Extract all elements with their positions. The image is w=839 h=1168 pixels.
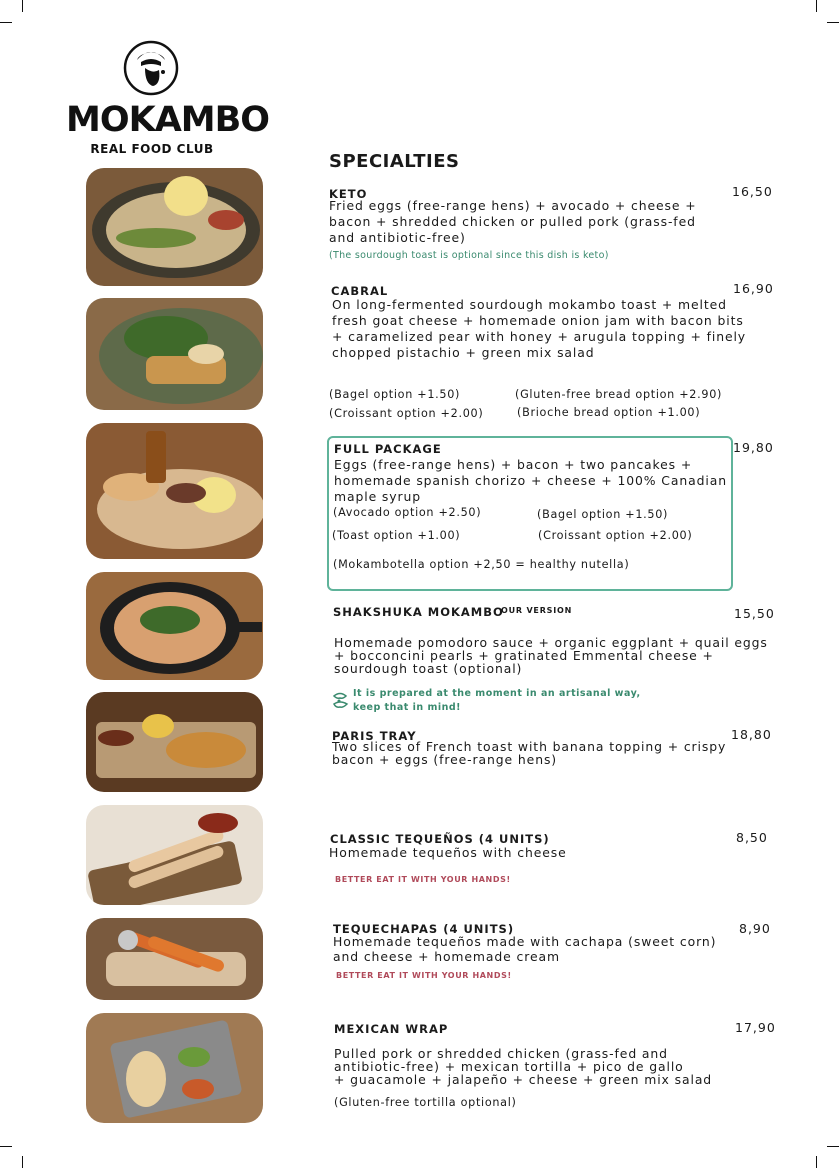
item-desc-line: antibiotic-free) + mexican tortilla + pico de gallo xyxy=(334,1059,684,1074)
item-desc-line: and antibiotic-free) xyxy=(329,230,466,245)
item-desc-line: Homemade tequeños with cheese xyxy=(329,845,567,860)
item-desc-line: Homemade pomodoro sauce + organic eggplant + quail eggs xyxy=(334,635,768,650)
item-option: (Bagel option +1.50) xyxy=(537,508,669,521)
mexican-wrap-photo xyxy=(86,1013,263,1123)
crop-mark xyxy=(22,0,23,12)
item-option: (Croissant option +2.00) xyxy=(329,407,484,420)
item-desc-line: Two slices of French toast with banana topping + crispy xyxy=(332,739,727,754)
item-desc-line: bacon + eggs (free-range hens) xyxy=(332,752,558,767)
crop-mark xyxy=(827,22,839,23)
item-desc-line: and cheese + homemade cream xyxy=(333,949,560,964)
item-price: 19,80 xyxy=(733,440,774,455)
item-option: (Gluten-free bread option +2.90) xyxy=(515,388,723,401)
shakshuka-photo xyxy=(86,572,263,680)
item-desc-line: Homemade tequeños made with cachapa (sweet corn) xyxy=(333,934,717,949)
item-name: PARIS TRAY xyxy=(332,729,417,743)
item-option: (Mokambotella option +2,50 = healthy nutella) xyxy=(333,558,630,571)
item-desc-line: sourdough toast (optional) xyxy=(334,661,523,676)
item-name: KETO xyxy=(329,187,368,201)
item-price: 17,90 xyxy=(735,1020,776,1035)
item-price: 8,50 xyxy=(736,830,768,845)
item-name: CLASSIC TEQUEÑOS (4 UNITS) xyxy=(330,832,550,846)
item-note: (The sourdough toast is optional since this dish is keto) xyxy=(329,250,609,261)
item-desc-line: homemade spanish chorizo + cheese + 100% Canadian xyxy=(334,473,727,488)
item-name: FULL PACKAGE xyxy=(334,442,442,456)
item-desc-line: Eggs (free-range hens) + bacon + two pancakes + xyxy=(334,457,693,472)
crop-mark xyxy=(827,1146,839,1147)
item-note-line: It is prepared at the moment in an artisanal way, xyxy=(353,688,641,699)
item-option: (Brioche bread option +1.00) xyxy=(517,406,701,419)
item-name: TEQUECHAPAS (4 UNITS) xyxy=(333,922,515,936)
item-desc-line: bacon + shredded chicken or pulled pork (grass-fed xyxy=(329,214,696,229)
item-option: (Toast option +1.00) xyxy=(332,529,461,542)
classic-tequenos-photo xyxy=(86,805,263,905)
crop-mark xyxy=(0,22,12,23)
item-note: BETTER EAT IT WITH YOUR HANDS! xyxy=(336,971,512,980)
item-desc-line: + bocconcini pearls + gratinated Emmental cheese + xyxy=(334,648,714,663)
crop-mark xyxy=(0,1146,12,1147)
item-price: 15,50 xyxy=(734,606,775,621)
item-option: (Avocado option +2.50) xyxy=(333,506,482,519)
section-title: SPECIALTIES xyxy=(329,151,460,172)
crop-mark xyxy=(816,0,817,12)
item-desc-line: + guacamole + jalapeño + cheese + green mix salad xyxy=(334,1072,713,1087)
brand-subtitle: REAL FOOD CLUB xyxy=(90,142,214,156)
artisanal-hands-icon xyxy=(331,690,350,712)
item-desc-line: maple syrup xyxy=(334,489,422,504)
item-option: (Gluten-free tortilla optional) xyxy=(334,1096,517,1109)
item-desc-line: fresh goat cheese + homemade onion jam with bacon bits xyxy=(332,313,744,328)
item-note: BETTER EAT IT WITH YOUR HANDS! xyxy=(335,875,511,884)
item-price: 16,90 xyxy=(733,281,774,296)
item-option: (Croissant option +2.00) xyxy=(538,529,693,542)
item-name: MEXICAN WRAP xyxy=(334,1022,449,1036)
brand-name: MOKAMBO xyxy=(66,100,270,140)
keto-dish-photo xyxy=(86,168,263,286)
item-price: 18,80 xyxy=(731,727,772,742)
item-price: 16,50 xyxy=(732,184,773,199)
item-note-line: keep that in mind! xyxy=(353,702,461,713)
item-desc-line: + caramelized pear with honey + arugula topping + finely xyxy=(332,329,747,344)
item-price: 8,90 xyxy=(739,921,771,936)
crop-mark xyxy=(816,1156,817,1168)
full-package-photo xyxy=(86,423,263,559)
item-tag: OUR VERSION xyxy=(501,606,573,615)
item-desc-line: Fried eggs (free-range hens) + avocado + cheese + xyxy=(329,198,697,213)
item-desc-line: On long-fermented sourdough mokambo toast + melted xyxy=(332,297,727,312)
paris-tray-photo xyxy=(86,692,263,792)
item-desc-line: Pulled pork or shredded chicken (grass-fed and xyxy=(334,1046,668,1061)
item-name: CABRAL xyxy=(331,284,389,298)
item-desc-line: chopped pistachio + green mix salad xyxy=(332,345,595,360)
item-name: SHAKSHUKA MOKAMBO xyxy=(333,605,504,619)
tequechapas-photo xyxy=(86,918,263,1000)
crop-mark xyxy=(22,1156,23,1168)
item-option: (Bagel option +1.50) xyxy=(329,388,461,401)
logo-face-icon xyxy=(123,40,179,96)
cabral-toast-photo xyxy=(86,298,263,410)
